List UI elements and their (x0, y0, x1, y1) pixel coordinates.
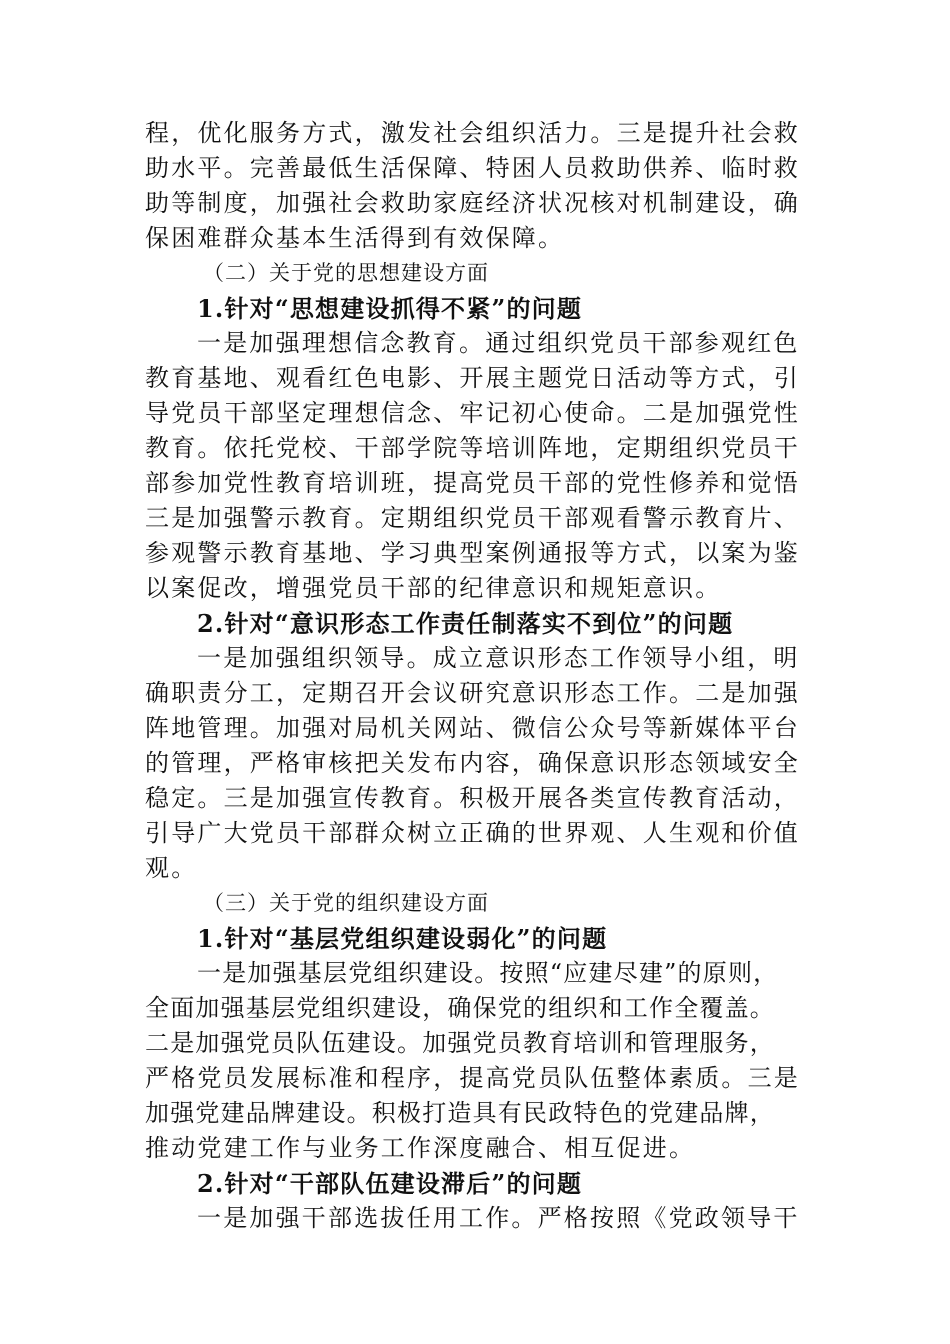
subsection-heading: 2.针对“干部队伍建设滞后”的问题 (197, 1169, 583, 1198)
paragraph-line: 一是加强组织领导。成立意识形态工作领导小组，明 (197, 644, 800, 672)
paragraph-line: 一是加强基层党组织建设。按照“应建尽建”的原则， (197, 959, 779, 987)
document-page (145, 116, 810, 1236)
paragraph-line: 严格党员发展标准和程序，提高党员队伍整体素质。三是 (145, 1064, 800, 1092)
paragraph-line: 二是加强党员队伍建设。加强党员教育培训和管理服务， (145, 1029, 775, 1057)
paragraph-line: 教育。依托党校、干部学院等培训阵地，定期组织党员干 (145, 434, 800, 462)
subsection-heading: 2.针对“意识形态工作责任制落实不到位”的问题 (197, 609, 734, 638)
paragraph-line: 稳定。三是加强宣传教育。积极开展各类宣传教育活动， (145, 784, 800, 812)
paragraph-line: 确职责分工，定期召开会议研究意识形态工作。二是加强 (145, 679, 800, 707)
paragraph-line: 一是加强干部选拔任用工作。严格按照《党政领导干 (197, 1204, 800, 1232)
paragraph-line: 保困难群众基本生活得到有效保障。 (145, 224, 565, 252)
paragraph-line: 三是加强警示教育。定期组织党员干部观看警示教育片、 (145, 504, 800, 532)
paragraph-line: 引导广大党员干部群众树立正确的世界观、人生观和价值 (145, 819, 800, 847)
paragraph-line: 一是加强理想信念教育。通过组织党员干部参观红色 (197, 329, 800, 357)
paragraph-line: 加强党建品牌建设。积极打造具有民政特色的党建品牌， (145, 1099, 775, 1127)
paragraph-line: 参观警示教育基地、学习典型案例通报等方式，以案为鉴 (145, 539, 800, 567)
paragraph-line: 程，优化服务方式，激发社会组织活力。三是提升社会救 (145, 119, 800, 147)
subsection-heading: 1.针对“基层党组织建设弱化”的问题 (197, 924, 608, 953)
paragraph-line: 全面加强基层党组织建设，确保党的组织和工作全覆盖。 (145, 994, 775, 1022)
paragraph-line: 推动党建工作与业务工作深度融合、相互促进。 (145, 1134, 696, 1162)
section-heading: （三）关于党的组织建设方面 (203, 891, 489, 915)
paragraph-line: 以案促改，增强党员干部的纪律意识和规矩意识。 (145, 574, 722, 602)
paragraph-line: 导党员干部坚定理想信念、牢记初心使命。二是加强党性 (145, 399, 800, 427)
paragraph-line: 阵地管理。加强对局机关网站、微信公众号等新媒体平台 (145, 714, 800, 742)
section-heading: （二）关于党的思想建设方面 (203, 261, 489, 285)
paragraph-line: 的管理，严格审核把关发布内容，确保意识形态领域安全 (145, 749, 800, 777)
paragraph-line: 助等制度，加强社会救助家庭经济状况核对机制建设，确 (145, 189, 800, 217)
subsection-heading: 1.针对“思想建设抓得不紧”的问题 (197, 294, 583, 323)
paragraph-line: 部参加党性教育培训班，提高党员干部的党性修养和觉悟 (145, 469, 800, 497)
paragraph-line: 观。 (145, 854, 198, 882)
paragraph-line: 助水平。完善最低生活保障、特困人员救助供养、临时救 (145, 154, 800, 182)
paragraph-line: 教育基地、观看红色电影、开展主题党日活动等方式，引 (145, 364, 800, 392)
